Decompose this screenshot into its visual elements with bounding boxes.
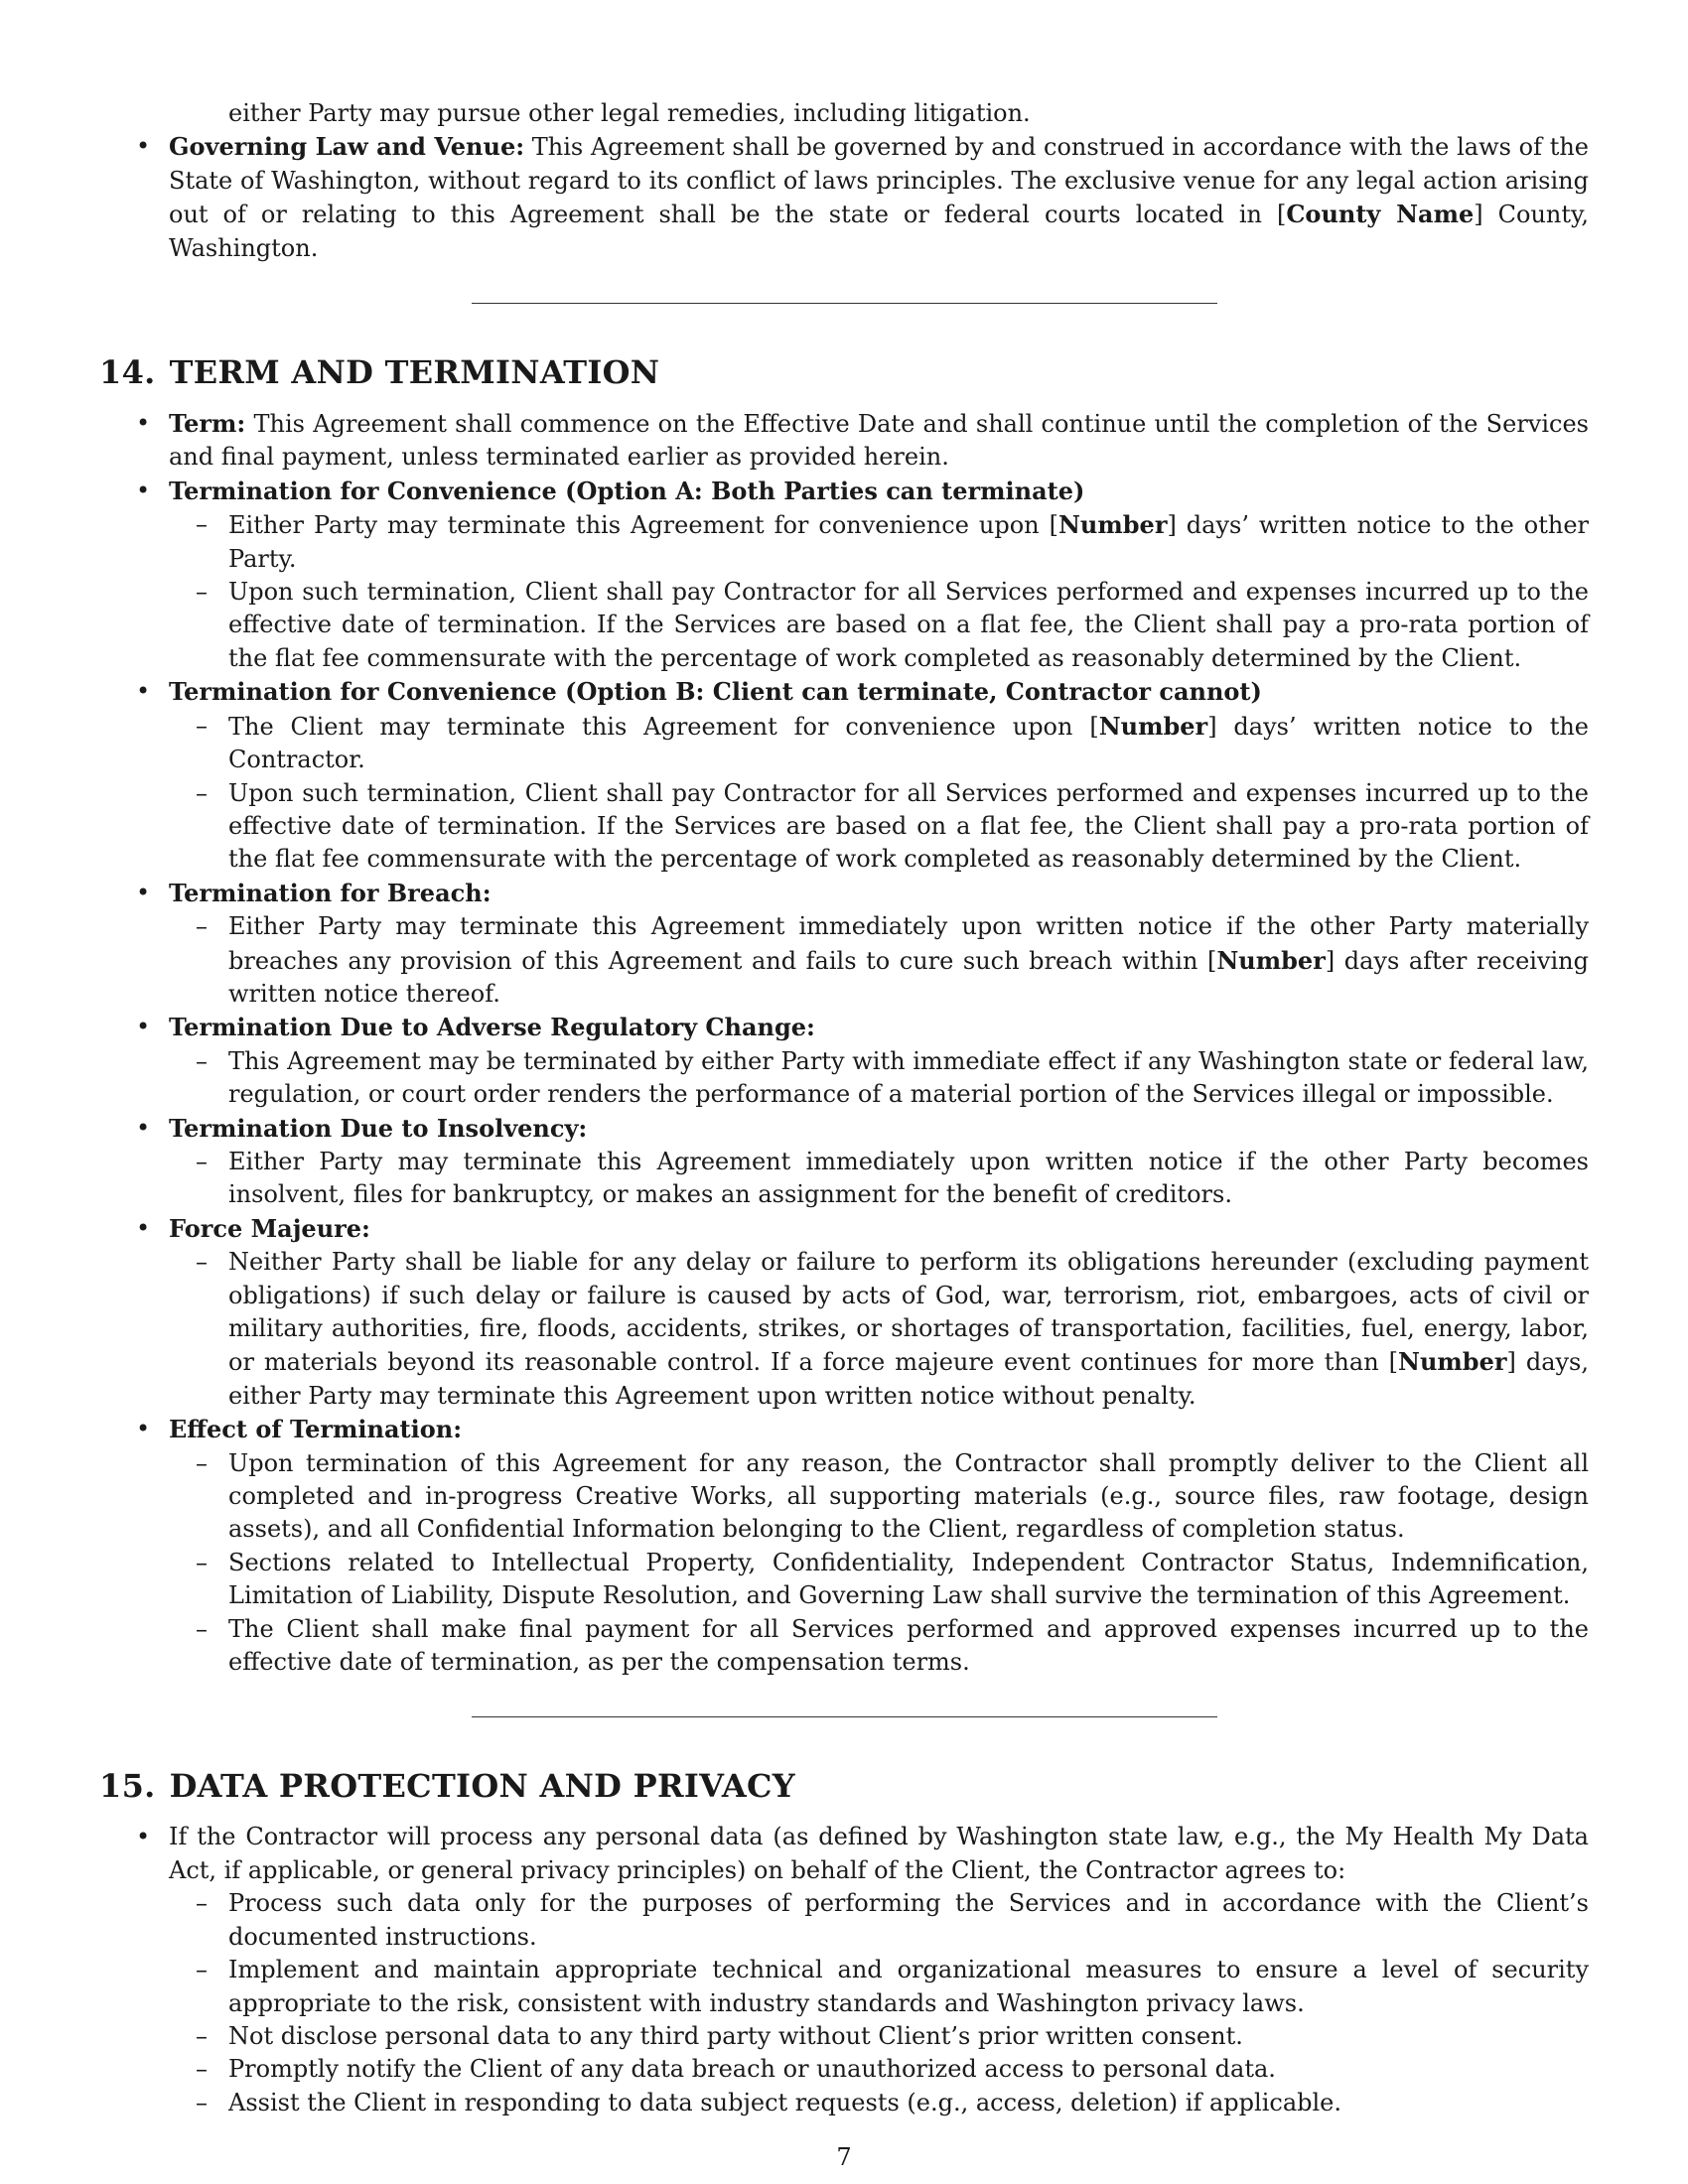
bullet: • — [136, 409, 151, 438]
bullet: • — [136, 677, 151, 706]
dash: – — [196, 1147, 208, 1175]
convenience-a-sub-1: – Either Party may terminate this Agreement for convenience upon [Number] days’ written notice to the other Party. — [196, 510, 1589, 573]
document-page — [99, 97, 1589, 2119]
effect-sub-3: – The Client shall make final payment for all Services performed and approved expenses incurred up to the effective date of termination, as per the compensation terms. — [196, 1614, 1589, 1677]
force-majeure-sub-1: – Neither Party shall be liable for any delay or failure to perform its obligations hereunder (excluding payment obligations) if such delay or failure is caused by acts of God, war, terrorism, riot, embargoes, acts of civil or military authorities, fire, floods, accidents, strikes, or shortages of transportation, facilities, fuel, energy, labor, or materials beyond its reasonable control. If a force majeure event continues for more than [Number] days, either Party may terminate this Agreement upon written notice without penalty. — [196, 1248, 1589, 1410]
dash: – — [196, 711, 208, 740]
governing-law-label: Governing Law and Venue: — [169, 132, 525, 162]
section-15-heading: 15. DATA PROTECTION AND PRIVACY — [99, 1767, 795, 1806]
insolvency-item: • Termination Due to Insolvency: — [99, 1112, 1589, 1146]
bullet: • — [136, 1113, 151, 1142]
data-protection-intro: • If the Contractor will process any personal data (as defined by Washington state law, e.g., the My Health My Data Act, if applicable, or general privacy principles) on behalf of the Client, the Contractor agrees to: — [136, 1823, 1589, 1884]
dash: – — [196, 2055, 208, 2084]
insolvency-sub-1: – Either Party may terminate this Agreement immediately upon written notice if the other Party becomes insolvent, files for bankruptcy, or makes an assignment for the benefit of creditors. — [196, 1147, 1589, 1209]
effect-item: • Effect of Termination: — [99, 1413, 1589, 1446]
bullet: • — [136, 1823, 151, 1851]
dash: – — [196, 2088, 208, 2116]
dash: – — [196, 1248, 208, 1277]
bullet: • — [136, 132, 151, 161]
force-majeure-item: • Force Majeure: — [99, 1212, 1589, 1246]
dash: – — [196, 578, 208, 607]
convenience-b-sub-1: – The Client may terminate this Agreement for convenience upon [Number] days’ written notice to the Contractor. — [196, 711, 1589, 774]
section-divider — [472, 303, 1217, 304]
breach-sub-1: – Either Party may terminate this Agreement immediately upon written notice if the other Party materially breaches any provision of this Agreement and fails to cure such breach within [Number] days after receiving written notice thereof. — [196, 912, 1590, 1008]
bullet: • — [136, 1013, 151, 1041]
dash: – — [196, 1956, 208, 1984]
effect-sub-1: – Upon termination of this Agreement for any reason, the Contractor shall promptly deliver to the Client all completed and in-progress Creative Works, all supporting materials (e.g., source files, raw footage, design assets), and all Confidential Information belonging to the Client, regardless of completion status. — [196, 1448, 1589, 1544]
continuation-text: either Party may pursue other legal remedies, including litigation. — [228, 99, 1031, 127]
governing-law-item: • Governing Law and Venue: This Agreement shall be governed by and construed in accordance with the laws of the State of Washington, without regard to its conflict of laws principles. The exclusive venue for any legal action arising out of or relating to this Agreement shall be the state or federal courts located in [County Name] County, Washington. — [136, 132, 1590, 262]
convenience-a-item: • Termination for Convenience (Option A: Both Parties can terminate) — [99, 475, 1589, 508]
dash: – — [196, 778, 208, 807]
bullet: • — [136, 1415, 151, 1443]
regulatory-item: • Termination Due to Adverse Regulatory Change: — [99, 1011, 1589, 1044]
dash: – — [196, 510, 208, 539]
section-14-heading: 14. TERM AND TERMINATION — [99, 353, 660, 392]
data-protection-item: – Implement and maintain appropriate technical and organizational measures to ensure a level of security appropriate to the risk, consistent with industry standards and Washington privacy laws. — [196, 1956, 1589, 2017]
section-divider — [472, 1716, 1217, 1717]
county-placeholder: County Name — [1286, 200, 1475, 229]
data-protection-item: – Process such data only for the purposes of performing the Services and in accordance with the Client’s documented instructions. — [196, 1889, 1589, 1951]
data-protection-item: – Assist the Client in responding to data subject requests (e.g., access, deletion) if applicable. — [99, 2087, 1589, 2119]
dash: – — [196, 1548, 208, 1576]
breach-item: • Termination for Breach: — [99, 877, 1589, 910]
dash: – — [196, 1046, 208, 1075]
dash: – — [196, 1448, 208, 1477]
convenience-b-item: • Termination for Convenience (Option B: Client can terminate, Contractor cannot) — [99, 675, 1589, 709]
convenience-a-sub-2: – Upon such termination, Client shall pay Contractor for all Services performed and expenses incurred up to the effective date of termination. If the Services are based on a flat fee, the Client shall pay a pro-rata portion of the flat fee commensurate with the percentage of work completed as reasonably determined by the Client. — [196, 578, 1589, 672]
dash: – — [196, 1889, 208, 1918]
bullet: • — [136, 476, 151, 504]
term-item: • Term: This Agreement shall commence on the Effective Date and shall continue until the completion of the Services and final payment, unless terminated earlier as provided herein. — [136, 409, 1589, 472]
bullet: • — [136, 878, 151, 906]
page-number: 7 — [836, 2143, 852, 2171]
effect-sub-2: – Sections related to Intellectual Property, Confidentiality, Independent Contractor Status, Indemnification, Limitation of Liability, Dispute Resolution, and Governing Law shall survive the termination of this Agreement. — [196, 1548, 1589, 1610]
dash: – — [196, 912, 208, 941]
bullet: • — [136, 1213, 151, 1242]
convenience-b-sub-2: – Upon such termination, Client shall pay Contractor for all Services performed and expenses incurred up to the effective date of termination. If the Services are based on a flat fee, the Client shall pay a pro-rata portion of the flat fee commensurate with the percentage of work completed as reasonably determined by the Client. — [196, 778, 1589, 874]
data-protection-item: – Not disclose personal data to any third party without Client’s prior written consent. — [99, 2020, 1589, 2053]
data-protection-item: – Promptly notify the Client of any data breach or unauthorized access to personal data. — [99, 2053, 1589, 2086]
dash: – — [196, 2021, 208, 2050]
dash: – — [196, 1614, 208, 1643]
regulatory-sub-1: – This Agreement may be terminated by either Party with immediate effect if any Washington state or federal law, regulation, or court order renders the performance of a material portion of the Services illegal or impossible. — [196, 1046, 1589, 1109]
